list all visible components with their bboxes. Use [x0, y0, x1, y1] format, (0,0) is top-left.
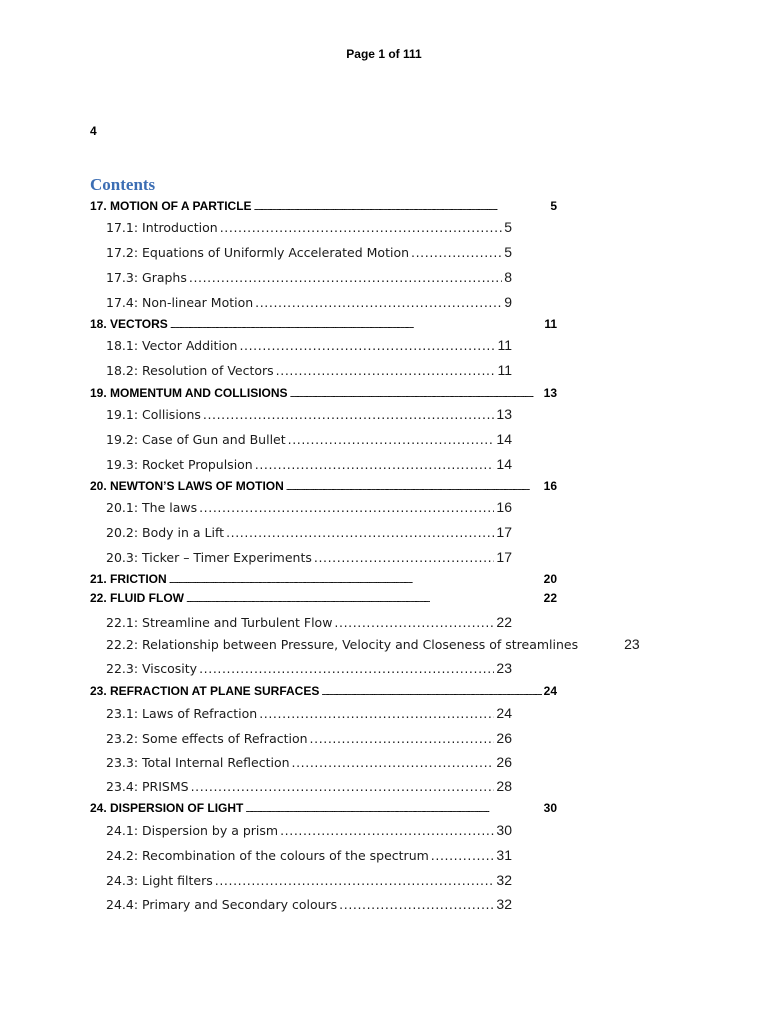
toc-section-title: 17.1: Introduction — [106, 220, 218, 235]
toc-leader-dots — [280, 823, 494, 838]
toc-chapter-title: 20. NEWTON’S LAWS OF MOTION — [90, 479, 284, 493]
toc-leader-dots — [220, 220, 502, 235]
toc-page-number: 13 — [496, 406, 512, 422]
toc-leader-dots — [199, 500, 494, 515]
toc-chapter-entry[interactable] — [90, 591, 557, 605]
toc-page-number: 5 — [550, 199, 557, 213]
toc-leader-dots — [191, 779, 495, 794]
toc-page-number: 16 — [496, 499, 512, 515]
toc-chapter-title: 24. DISPERSION OF LIGHT — [90, 801, 244, 815]
toc-leader-dots — [431, 848, 495, 863]
toc-page-number: 11 — [497, 362, 512, 378]
toc-chapter-title: 17. MOTION OF A PARTICLE — [90, 199, 252, 213]
toc-section-title: 17.2: Equations of Uniformly Accelerated Motion — [106, 245, 410, 260]
toc-page-number: 23 — [496, 660, 512, 676]
toc-page-number: 9 — [504, 294, 512, 310]
toc-leader-dots — [259, 706, 494, 721]
toc-section-title: 22.1: Streamline and Turbulent Flow — [106, 615, 333, 630]
toc-leader-dots — [339, 897, 494, 912]
toc-leader-dots — [255, 295, 502, 310]
toc-section-title: 23.2: Some effects of Refraction — [106, 731, 308, 746]
toc-leader-dots — [169, 572, 542, 586]
toc-leader-dots — [310, 731, 495, 746]
toc-section-title: 23.4: PRISMS — [106, 779, 189, 794]
toc-chapter-entry[interactable] — [90, 317, 557, 331]
toc-section-title: 19.1: Collisions — [106, 407, 201, 422]
toc-chapter-entry[interactable] — [90, 684, 557, 698]
toc-section-entry[interactable] — [106, 730, 512, 746]
toc-page-number: 14 — [496, 456, 512, 472]
toc-section-entry[interactable] — [106, 219, 512, 235]
toc-page-number: 8 — [504, 269, 512, 285]
toc-section-title: 20.2: Body in a Lift — [106, 525, 225, 540]
toc-leader-dots — [288, 432, 495, 447]
toc-leader-dots — [321, 684, 541, 698]
toc-section-title: 23.1: Laws of Refraction — [106, 706, 258, 721]
toc-page-number: 32 — [496, 872, 512, 888]
toc-leader-dots — [286, 479, 542, 493]
toc-section-title: 23.3: Total Internal Reflection — [106, 755, 290, 770]
toc-chapter-title: 19. MOMENTUM AND COLLISIONS — [90, 386, 288, 400]
page-number-marker: 4 — [90, 124, 97, 138]
contents-heading: Contents — [90, 175, 156, 194]
toc-page-number: 11 — [497, 337, 512, 353]
toc-section-entry[interactable] — [106, 614, 512, 630]
toc-page-number: 16 — [543, 479, 557, 493]
toc-leader-dots — [255, 457, 495, 472]
toc-page-number: 22 — [543, 591, 557, 605]
toc-section-entry[interactable] — [106, 896, 512, 912]
toc-page-number: 26 — [496, 754, 512, 770]
toc-section-entry[interactable] — [106, 636, 640, 652]
toc-chapter-title: 18. VECTORS — [90, 317, 168, 331]
toc-section-title: 20.1: The laws — [106, 500, 198, 515]
toc-leader-dots — [276, 363, 496, 378]
toc-section-entry[interactable] — [106, 406, 512, 422]
toc-section-entry[interactable] — [106, 872, 512, 888]
toc-leader-dots — [203, 407, 495, 422]
toc-section-entry[interactable] — [106, 362, 512, 378]
toc-section-entry[interactable] — [106, 269, 512, 285]
toc-leader-dots — [292, 755, 495, 770]
toc-section-title: 24.4: Primary and Secondary colours — [106, 897, 338, 912]
toc-section-title: 24.2: Recombination of the colours of the spectrum — [106, 848, 429, 863]
toc-chapter-entry[interactable] — [90, 199, 557, 213]
toc-leader-dots — [239, 338, 495, 353]
toc-page-number: 24 — [496, 705, 512, 721]
toc-section-title: 17.3: Graphs — [106, 270, 187, 285]
toc-section-title: 24.3: Light filters — [106, 873, 213, 888]
toc-page-number: 32 — [496, 896, 512, 912]
toc-section-entry[interactable] — [106, 456, 512, 472]
toc-page-number: 5 — [504, 244, 512, 260]
toc-chapter-entry[interactable] — [90, 479, 557, 493]
toc-chapter-title: 21. FRICTION — [90, 572, 167, 586]
toc-section-entry[interactable] — [106, 431, 512, 447]
toc-leader-dots — [215, 873, 495, 888]
toc-section-title: 22.2: Relationship between Pressure, Velocity and Closeness of streamlines — [106, 637, 579, 652]
toc-page-number: 22 — [496, 614, 512, 630]
toc-section-entry[interactable] — [106, 499, 512, 515]
toc-chapter-entry[interactable] — [90, 572, 557, 586]
toc-section-entry[interactable] — [106, 754, 512, 770]
toc-page-number: 20 — [543, 572, 557, 586]
toc-section-title: 19.3: Rocket Propulsion — [106, 457, 253, 472]
toc-section-entry[interactable] — [106, 549, 512, 565]
toc-page-number: 30 — [496, 822, 512, 838]
toc-section-title: 17.4: Non-linear Motion — [106, 295, 254, 310]
toc-page-number: 30 — [543, 801, 557, 815]
toc-section-entry[interactable] — [106, 660, 512, 676]
toc-section-entry[interactable] — [106, 337, 512, 353]
toc-section-title: 18.1: Vector Addition — [106, 338, 238, 353]
toc-chapter-entry[interactable] — [90, 386, 557, 400]
toc-leader-dots — [199, 661, 494, 676]
toc-section-title: 24.1: Dispersion by a prism — [106, 823, 279, 838]
toc-leader-dots — [411, 245, 502, 260]
toc-page-number: 31 — [496, 847, 512, 863]
toc-leader-dots — [226, 525, 494, 540]
toc-leader-dots — [290, 386, 542, 400]
toc-section-title: 20.3: Ticker – Timer Experiments — [106, 550, 312, 565]
toc-section-entry[interactable] — [106, 524, 512, 540]
toc-leader-dots — [245, 801, 541, 815]
toc-page-number: 23 — [624, 636, 640, 652]
page-header: Page 1 of 111 — [346, 47, 422, 61]
toc-page-number: 28 — [496, 778, 512, 794]
toc-section-title: 22.3: Viscosity — [106, 661, 198, 676]
toc-section-title: 19.2: Case of Gun and Bullet — [106, 432, 286, 447]
toc-page-number: 24 — [543, 684, 557, 698]
toc-leader-dots — [186, 591, 542, 605]
toc-page-number: 17 — [496, 549, 512, 565]
toc-leader-dots — [170, 317, 543, 331]
toc-section-entry[interactable] — [106, 847, 512, 863]
toc-chapter-title: 22. FLUID FLOW — [90, 591, 184, 605]
toc-section-entry[interactable] — [106, 822, 512, 838]
toc-page-number: 14 — [496, 431, 512, 447]
toc-leader-dots — [314, 550, 495, 565]
toc-page-number: 13 — [543, 386, 557, 400]
toc-leader-dots — [189, 270, 502, 285]
toc-section-entry[interactable] — [106, 778, 512, 794]
toc-page-number: 17 — [496, 524, 512, 540]
toc-page-number: 5 — [504, 219, 512, 235]
toc-section-entry[interactable] — [106, 705, 512, 721]
toc-page-number: 26 — [496, 730, 512, 746]
toc-leader-dots — [254, 199, 549, 213]
toc-chapter-title: 23. REFRACTION AT PLANE SURFACES — [90, 684, 320, 698]
toc-section-entry[interactable] — [106, 244, 512, 260]
toc-section-entry[interactable] — [106, 294, 512, 310]
toc-chapter-entry[interactable] — [90, 801, 557, 815]
toc-page-number: 11 — [544, 317, 557, 331]
toc-leader-dots — [334, 615, 494, 630]
toc-section-title: 18.2: Resolution of Vectors — [106, 363, 274, 378]
